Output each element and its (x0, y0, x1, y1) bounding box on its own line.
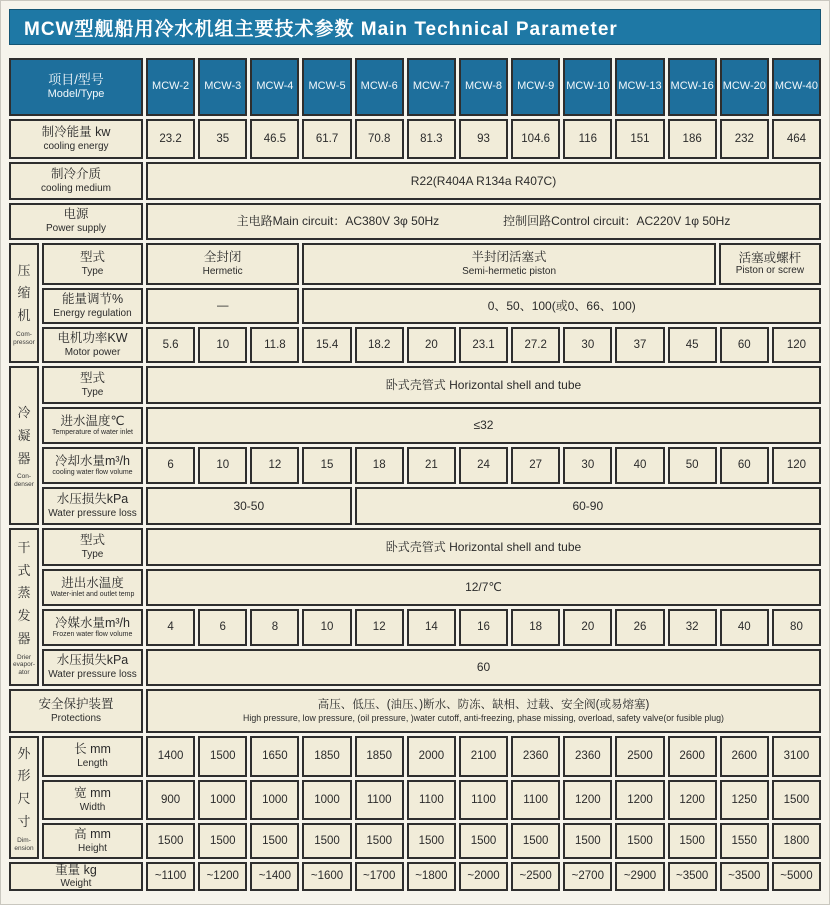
value-cell: 1500 (198, 736, 247, 777)
row-label-en: Power supply (45, 223, 107, 235)
value-cell: 2360 (511, 736, 560, 777)
value-cell: 12 (250, 447, 299, 484)
value-cell: 120 (772, 327, 821, 363)
row-label (42, 327, 143, 363)
value-cells (146, 862, 821, 891)
value-cell: 35 (198, 119, 247, 159)
value-cell: 2360 (563, 736, 612, 777)
row-label-en: Water pressure loss (48, 507, 137, 519)
value-cell: 37 (615, 327, 664, 363)
row-label-en: Water-inlet and outlet temp (50, 591, 135, 599)
value-cell: 1100 (407, 780, 456, 820)
span-cell: 卧式壳管式 Horizontal shell and tube (146, 366, 821, 404)
row-label-en: Water pressure loss (48, 669, 137, 681)
span-cell: 0、50、100(或0、66、100) (302, 288, 821, 324)
model-header: MCW-3 (198, 58, 247, 116)
control-circuit-text: 控制回路Control circuit：AC220V 1φ 50Hz (503, 214, 731, 228)
value-cell: 16 (459, 609, 508, 646)
condenser-section (9, 366, 821, 525)
value-cell: 116 (563, 119, 612, 159)
value-cell: 2500 (615, 736, 664, 777)
condenser-rows (42, 366, 821, 525)
value-cell: 23.2 (146, 119, 195, 159)
evaporator-group-label (9, 528, 39, 686)
value-cell: ~3500 (668, 862, 717, 891)
value-cell: 1500 (355, 823, 404, 859)
row-label-zh: 电机功率KW (57, 330, 128, 345)
value-cell: 18 (355, 447, 404, 484)
span-cell-hermetic (146, 243, 299, 285)
value-cell: 21 (407, 447, 456, 484)
main-circuit-text: 主电路Main circuit：AC380V 3φ 50Hz (236, 214, 440, 228)
value-cells (146, 119, 821, 159)
value-cells (146, 162, 821, 200)
value-cells (146, 447, 821, 484)
value-cell: 23.1 (459, 327, 508, 363)
value-cell: 10 (198, 447, 247, 484)
value-cell: 30 (563, 327, 612, 363)
value-cell: 12 (355, 609, 404, 646)
compressor-rows (42, 243, 821, 363)
value-cell: 1400 (146, 736, 195, 777)
row-label (9, 862, 143, 891)
span-cell (146, 203, 821, 240)
value-cell: 1100 (355, 780, 404, 820)
value-cell: 120 (772, 447, 821, 484)
row-label-zh: 能量调节% (61, 291, 124, 306)
model-header: MCW-5 (302, 58, 351, 116)
row-compressor-type (42, 243, 821, 285)
value-cell: 186 (668, 119, 717, 159)
value-cell: ~1400 (250, 862, 299, 891)
row-label-zh: 冷媒水量m³/h (54, 615, 130, 630)
value-cell: 1500 (668, 823, 717, 859)
model-header: MCW-40 (772, 58, 821, 116)
row-inlet-temperature (42, 407, 821, 444)
span-cell: 12/7℃ (146, 569, 821, 606)
row-label-zh: 制冷介质 (50, 166, 101, 181)
value-cell: 2000 (407, 736, 456, 777)
value-cell: 26 (615, 609, 664, 646)
protections-en: High pressure, low pressure, (oil pressure, )water cutoff, anti-freezing, phase missing, overload, safety valve(or fusible plug) (243, 712, 724, 723)
row-label (42, 736, 143, 777)
value-cell: 1000 (250, 780, 299, 820)
span-cell: — (146, 288, 299, 324)
model-header-cells (146, 58, 821, 116)
row-label-zh: 型式 (79, 249, 105, 264)
row-label-en: Weight (60, 877, 92, 889)
value-cell: 1100 (511, 780, 560, 820)
row-label (42, 288, 143, 324)
row-label-zh: 进出水温度 (61, 575, 124, 590)
header-label-zh: 项目/型号 (48, 72, 104, 87)
value-cell: 1500 (615, 823, 664, 859)
row-label-zh: 水压损失kPa (56, 653, 129, 668)
row-inlet-outlet-temperature (42, 569, 821, 606)
value-cell: 4 (146, 609, 195, 646)
model-header: MCW-13 (615, 58, 664, 116)
value-cell: 1500 (511, 823, 560, 859)
value-cell: 60 (720, 447, 769, 484)
value-cell: ~1600 (302, 862, 351, 891)
group-label-zh: 压缩机 (17, 262, 31, 324)
row-label-en: Protections (50, 712, 102, 724)
value-cells (146, 823, 821, 859)
value-cells (146, 780, 821, 820)
compressor-group-label (9, 243, 39, 363)
row-label-en: cooling energy (43, 140, 109, 152)
span-cell: ≤32 (146, 407, 821, 444)
value-cell: 1500 (250, 823, 299, 859)
screw-zh: 活塞或螺杆 (738, 250, 802, 265)
row-label (42, 823, 143, 859)
value-cell: 10 (198, 327, 247, 363)
value-cell: 80 (772, 609, 821, 646)
span-cell: 60 (146, 649, 821, 686)
value-cell: 81.3 (407, 119, 456, 159)
row-energy-regulation (42, 288, 821, 324)
value-cell: ~1100 (146, 862, 195, 891)
row-label (9, 689, 143, 733)
row-label (42, 243, 143, 285)
value-cell: 60 (720, 327, 769, 363)
model-header: MCW-10 (563, 58, 612, 116)
value-cell: 1500 (198, 823, 247, 859)
value-cell: 1800 (772, 823, 821, 859)
value-cell: 14 (407, 609, 456, 646)
row-label (9, 203, 143, 240)
span-cell (146, 689, 821, 733)
row-label-en: cooling water flow volume (52, 469, 133, 477)
row-cooling-medium (9, 162, 821, 200)
value-cell: 1500 (459, 823, 508, 859)
value-cells (146, 243, 821, 285)
value-cells (146, 203, 821, 240)
value-cell: 1500 (302, 823, 351, 859)
value-cell: 1500 (407, 823, 456, 859)
row-label-en: Width (79, 801, 106, 813)
value-cells (146, 528, 821, 566)
row-label-en: Motor power (64, 346, 121, 358)
semi-en: Semi-hermetic piston (462, 265, 556, 277)
value-cell: 1550 (720, 823, 769, 859)
value-cell: 11.8 (250, 327, 299, 363)
evaporator-rows (42, 528, 821, 686)
row-evaporator-pressure-loss (42, 649, 821, 686)
value-cell: 18 (511, 609, 560, 646)
group-label-zh: 冷凝器 (17, 405, 31, 466)
model-header: MCW-2 (146, 58, 195, 116)
evaporator-section (9, 528, 821, 686)
value-cell: 464 (772, 119, 821, 159)
value-cell: 1650 (250, 736, 299, 777)
value-cell: 8 (250, 609, 299, 646)
value-cell: 40 (720, 609, 769, 646)
row-label (42, 447, 143, 484)
header-label-cell (9, 58, 143, 116)
row-label-zh: 高 mm (74, 826, 111, 841)
model-header: MCW-9 (511, 58, 560, 116)
hermetic-zh: 全封闭 (203, 249, 242, 264)
value-cell: ~3500 (720, 862, 769, 891)
row-power-supply (9, 203, 821, 240)
value-cell: 32 (668, 609, 717, 646)
row-condenser-pressure-loss (42, 487, 821, 525)
row-label-zh: 进水温度℃ (60, 413, 125, 428)
row-label (42, 609, 143, 646)
header-label-en: Model/Type (47, 88, 105, 101)
model-header: MCW-20 (720, 58, 769, 116)
row-label-en: Temperature of water inlet (52, 429, 133, 437)
power-supply-text (237, 214, 731, 229)
title-bar (9, 9, 821, 45)
model-header: MCW-6 (355, 58, 404, 116)
row-width (42, 780, 821, 820)
row-label-en: Type (81, 548, 104, 560)
value-cell: 46.5 (250, 119, 299, 159)
value-cell: 1500 (146, 823, 195, 859)
value-cell: 1000 (302, 780, 351, 820)
group-label-en: Com-pressor (13, 330, 35, 346)
value-cell: ~2900 (615, 862, 664, 891)
row-label-zh: 安全保护装置 (38, 696, 114, 711)
value-cell: ~2700 (563, 862, 612, 891)
row-label-en: Energy regulation (53, 307, 132, 319)
row-label-en: cooling medium (40, 182, 112, 194)
value-cell: ~1800 (407, 862, 456, 891)
value-cell: 6 (146, 447, 195, 484)
row-label-zh: 型式 (79, 532, 105, 547)
value-cell: 27 (511, 447, 560, 484)
model-header: MCW-8 (459, 58, 508, 116)
row-label-zh: 重量 kg (55, 863, 97, 878)
compressor-section (9, 243, 821, 363)
group-label-zh: 干式蒸发器 (17, 539, 31, 646)
span-cell: 60-90 (355, 487, 821, 525)
model-header: MCW-4 (250, 58, 299, 116)
row-label-en: Length (77, 758, 108, 770)
value-cell: 50 (668, 447, 717, 484)
row-label-zh: 水压损失kPa (56, 491, 129, 506)
value-cell: 1000 (198, 780, 247, 820)
value-cells (146, 736, 821, 777)
dimension-group-label (9, 736, 39, 859)
value-cell: ~5000 (772, 862, 821, 891)
value-cell: ~1200 (198, 862, 247, 891)
value-cells (146, 366, 821, 404)
value-cell: 20 (407, 327, 456, 363)
value-cell: 70.8 (355, 119, 404, 159)
value-cell: 2600 (668, 736, 717, 777)
row-height (42, 823, 821, 859)
value-cell: 18.2 (355, 327, 404, 363)
row-label-zh: 制冷能量 kw (41, 124, 111, 139)
value-cell: 1100 (459, 780, 508, 820)
value-cell: 40 (615, 447, 664, 484)
model-header: MCW-16 (668, 58, 717, 116)
model-header: MCW-7 (407, 58, 456, 116)
value-cell: 232 (720, 119, 769, 159)
value-cell: 27.2 (511, 327, 560, 363)
condenser-group-label (9, 366, 39, 525)
value-cells (146, 288, 821, 324)
row-label (42, 569, 143, 606)
value-cell: 10 (302, 609, 351, 646)
span-cell-semi-hermetic (302, 243, 716, 285)
page-title: MCW型舰船用冷水机组主要技术参数 Main Technical Parameter (24, 18, 618, 40)
value-cell: 20 (563, 609, 612, 646)
spec-table (9, 58, 821, 891)
value-cell: 1850 (302, 736, 351, 777)
group-label-en: Dim-ension (14, 836, 34, 852)
value-cell: 61.7 (302, 119, 351, 159)
group-label-en: Drier evapor-ator (12, 653, 36, 677)
row-label (42, 487, 143, 525)
value-cells (146, 327, 821, 363)
value-cell: 1850 (355, 736, 404, 777)
group-label-en: Con-denser (14, 473, 34, 489)
row-label (42, 407, 143, 444)
row-cooling-energy (9, 119, 821, 159)
span-cell: 30-50 (146, 487, 352, 525)
header-row (9, 58, 821, 116)
row-label (42, 366, 143, 404)
value-cell: 15.4 (302, 327, 351, 363)
row-label-zh: 宽 mm (74, 785, 111, 800)
span-cell-piston-screw (719, 243, 821, 285)
value-cell: 3100 (772, 736, 821, 777)
row-label (42, 528, 143, 566)
row-weight (9, 862, 821, 891)
row-cooling-water-flow (42, 447, 821, 484)
row-protections (9, 689, 821, 733)
value-cell: ~1700 (355, 862, 404, 891)
value-cell: 151 (615, 119, 664, 159)
value-cells (146, 569, 821, 606)
value-cell: 2600 (720, 736, 769, 777)
row-label (42, 649, 143, 686)
value-cells (146, 609, 821, 646)
value-cells (146, 649, 821, 686)
row-label (9, 119, 143, 159)
hermetic-en: Hermetic (202, 265, 243, 277)
value-cell: 1200 (615, 780, 664, 820)
dimension-section (9, 736, 821, 859)
row-length (42, 736, 821, 777)
row-label-zh: 电源 (63, 207, 89, 222)
value-cell: 15 (302, 447, 351, 484)
row-label-en: Type (81, 265, 104, 277)
value-cell: ~2500 (511, 862, 560, 891)
row-label-en: Height (78, 842, 107, 854)
value-cells (146, 487, 821, 525)
row-label (9, 162, 143, 200)
row-evaporator-type (42, 528, 821, 566)
row-label-zh: 型式 (79, 370, 105, 385)
value-cell: 2100 (459, 736, 508, 777)
protections-zh: 高压、低压、(油压、)断水、防冻、缺相、过载、安全阀(或易熔塞) (317, 699, 650, 712)
value-cell: 45 (668, 327, 717, 363)
dimension-rows (42, 736, 821, 859)
span-cell: 卧式壳管式 Horizontal shell and tube (146, 528, 821, 566)
value-cell: 900 (146, 780, 195, 820)
screw-en: Piston or screw (735, 265, 805, 277)
span-cell: R22(R404A R134a R407C) (146, 162, 821, 200)
value-cell: 24 (459, 447, 508, 484)
value-cells (146, 407, 821, 444)
value-cell: 93 (459, 119, 508, 159)
value-cell: 1200 (563, 780, 612, 820)
value-cell: ~2000 (459, 862, 508, 891)
value-cell: 104.6 (511, 119, 560, 159)
value-cell: 1200 (668, 780, 717, 820)
row-label-en: Type (81, 386, 104, 398)
value-cell: 30 (563, 447, 612, 484)
group-label-zh: 外形尺寸 (17, 745, 31, 829)
value-cells (146, 689, 821, 733)
value-cell: 1500 (772, 780, 821, 820)
value-cell: 1500 (563, 823, 612, 859)
row-label-zh: 冷却水量m³/h (54, 453, 130, 468)
row-frozen-water-flow (42, 609, 821, 646)
row-motor-power (42, 327, 821, 363)
row-label-zh: 长 mm (74, 742, 111, 757)
value-cell: 5.6 (146, 327, 195, 363)
semi-zh: 半封闭活塞式 (471, 249, 547, 264)
value-cell: 1250 (720, 780, 769, 820)
row-label (42, 780, 143, 820)
row-condenser-type (42, 366, 821, 404)
value-cell: 6 (198, 609, 247, 646)
row-label-en: Frozen water flow volume (52, 631, 133, 639)
